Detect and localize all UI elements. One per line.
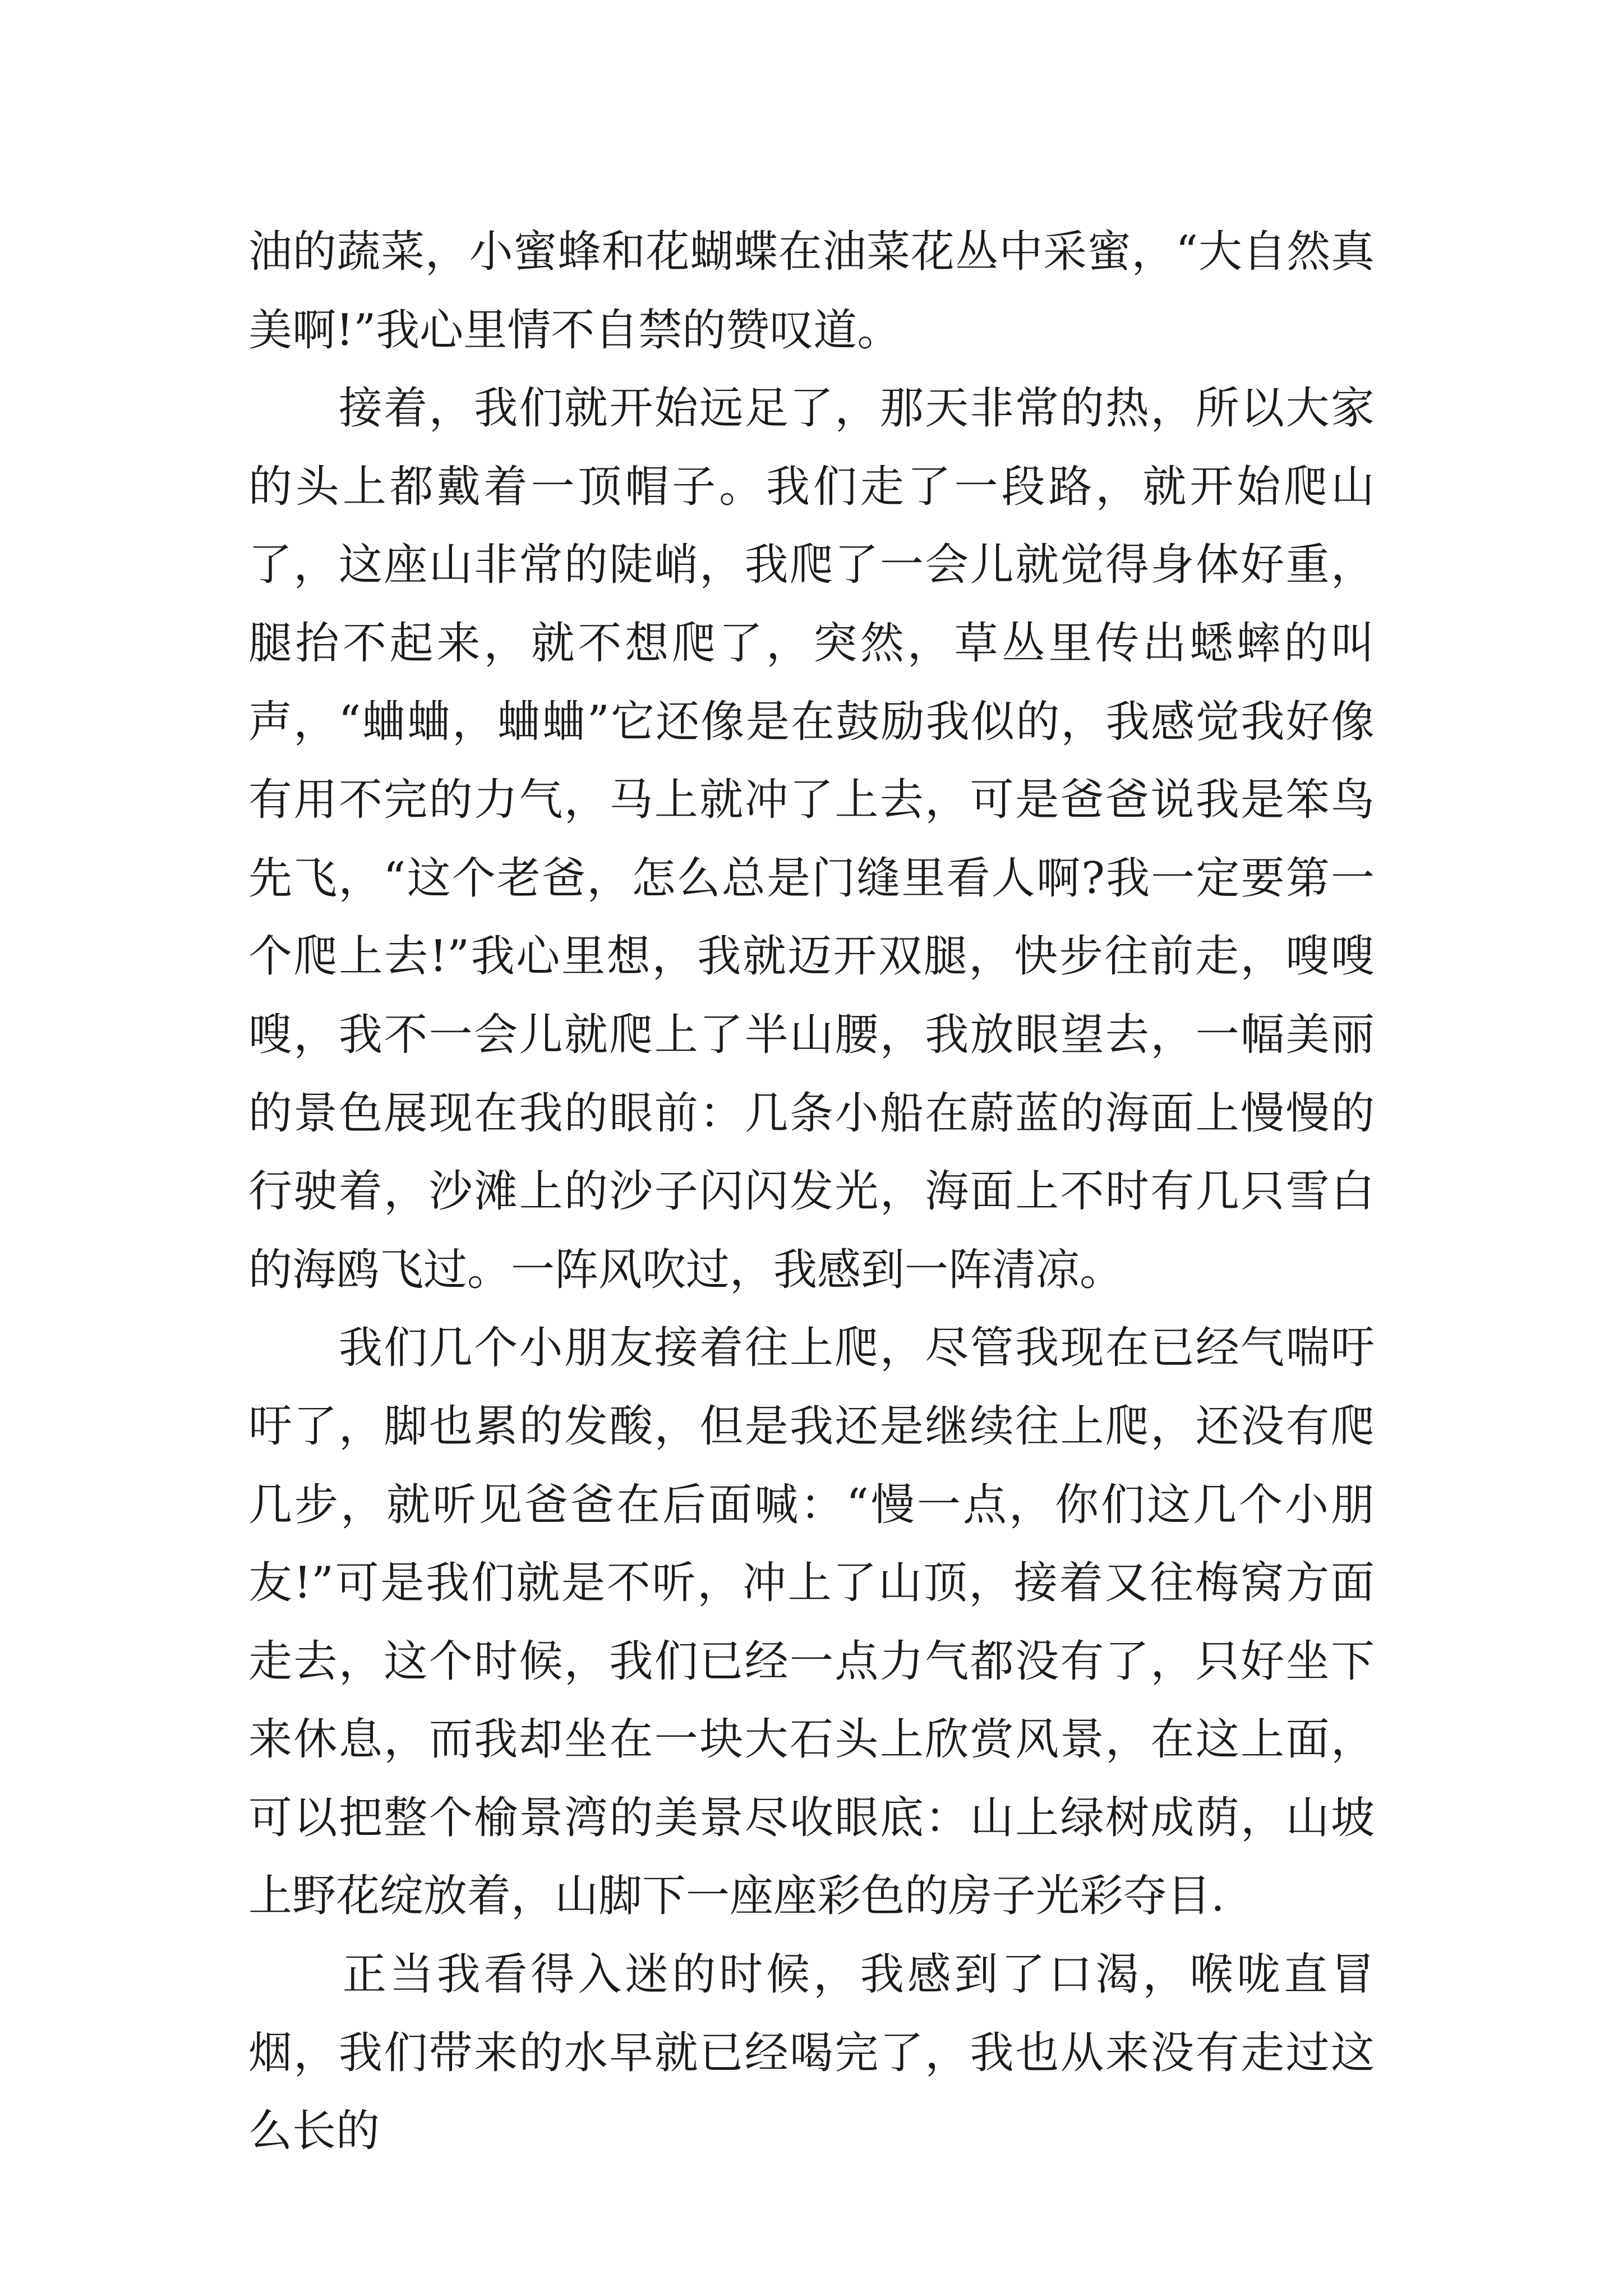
paragraph-2: 接着，我们就开始远足了，那天非常的热，所以大家的头上都戴着一顶帽子。我们走了一段路，就开始爬山了，这座山非常的陡峭，我爬了一会儿就觉得身体好重，腿抬不起来，就不想爬了，突然，草丛里传出蟋蟀的叫声，“蛐蛐，蛐蛐”它还像是在鼓励我似的，我感觉我好像有用不完的力气，马上就冲了上去，可是爸爸说我是笨鸟先飞，“这个老爸，怎么总是门缝里看人啊?我一定要第一个爬上去!”我心里想，我就迈开双腿，快步往前走，嗖嗖嗖，我不一会儿就爬上了半山腰，我放眼望去，一幅美丽的景色展现在我的眼前：几条小船在蔚蓝的海面上慢慢的行驶着，沙滩上的沙子闪闪发光，海面上不时有几只雪白的海鸥飞过。一阵风吹过，我感到一阵清凉。	[248, 383, 1375, 1295]
paragraph-4: 正当我看得入迷的时候，我感到了口渴，喉咙直冒烟，我们带来的水早就已经喝完了，我也从来没有走过这么长的	[248, 1949, 1375, 2157]
paragraph-3: 我们几个小朋友接着往上爬，尽管我现在已经气喘吁吁了，脚也累的发酸，但是我还是继续往上爬，还没有爬几步，就听见爸爸在后面喊：“慢一点，你们这几个小朋友!”可是我们就是不听，冲上了山顶，接着又往梅窝方面走去，这个时候，我们已经一点力气都没有了，只好坐下来休息，而我却坐在一块大石头上欣赏风景，在这上面，可以把整个榆景湾的美景尽收眼底：山上绿树成荫，山坡上野花绽放着，山脚下一座座彩色的房子光彩夺目.	[248, 1323, 1375, 1922]
paragraph-1: 油的蔬菜，小蜜蜂和花蝴蝶在油菜花丛中采蜜，“大自然真美啊!”我心里情不自禁的赞叹道。	[248, 227, 1375, 356]
body-text	[248, 213, 1375, 2171]
